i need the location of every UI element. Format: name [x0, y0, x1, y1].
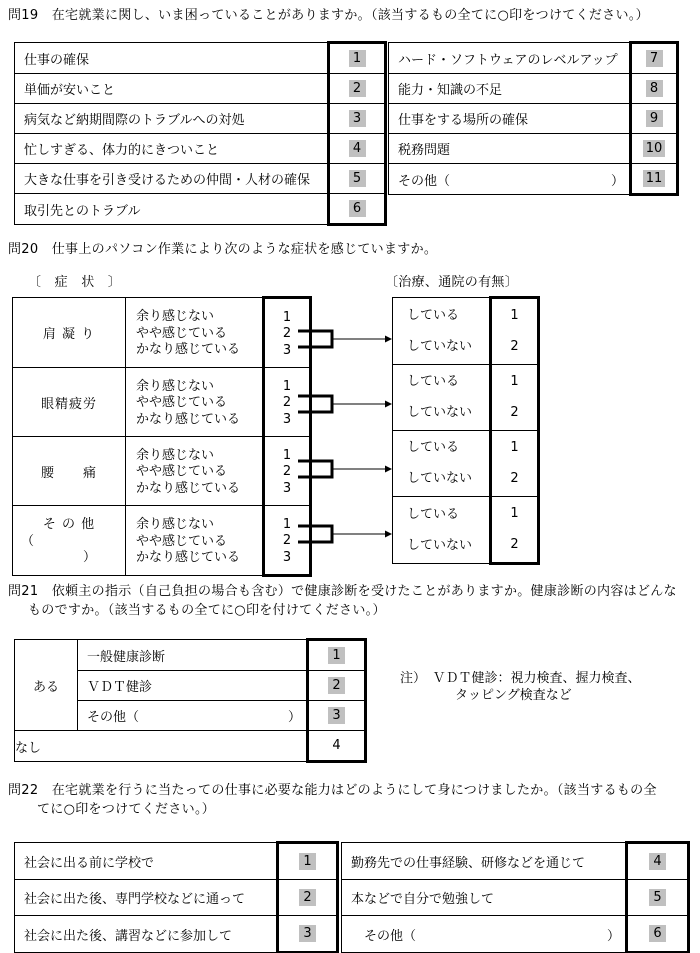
group-label: なし [15, 740, 42, 756]
q21-heading-line2: ものですか。（該当するもの全てに○印を付けてください。） [28, 603, 386, 618]
treatment-option: している [407, 506, 460, 522]
option-number-cell [631, 164, 678, 195]
option-number-cell [308, 701, 366, 731]
option-label-cell [389, 74, 631, 104]
symptom-name: 腰 痛 [40, 465, 97, 481]
option-label: 勤務先での仕事経験、研修などを通じて [351, 855, 586, 871]
frequency-option: 余り感じない [136, 517, 215, 533]
option-number[interactable]: 6 [349, 200, 366, 217]
treatment-row [393, 497, 539, 564]
option-number[interactable]: 4 [649, 853, 666, 870]
treatment-row [393, 298, 539, 365]
option-label-cell [15, 194, 329, 225]
treatment-options-cell [393, 365, 491, 431]
table-row [389, 104, 678, 134]
q22-heading-line1: 問22 在宅就業を行うに当たっての仕事に必要な能力はどのようにして身につけましたか。（該当するもの全 [8, 783, 657, 798]
option-number[interactable]: 2 [510, 405, 519, 420]
treatment-number-cell [491, 431, 539, 497]
table-row [15, 104, 386, 134]
q19-heading: 問19 在宅就業に関し、いま困っていることがありますか。（該当するもの全てに○印をつけてください。） [8, 8, 649, 23]
option-number[interactable]: 1 [282, 447, 292, 463]
option-number[interactable]: 2 [299, 889, 316, 906]
option-number[interactable]: 2 [510, 471, 519, 486]
option-label: 単価が安いこと [24, 83, 116, 98]
q21-note-line2: タッピング検査など [455, 688, 572, 703]
option-label-cell [15, 104, 329, 134]
table-row [15, 74, 386, 104]
table-row [389, 74, 678, 104]
symptom-row [13, 506, 311, 576]
option-number[interactable]: 9 [646, 110, 663, 127]
option-number[interactable]: 2 [282, 464, 292, 480]
symptom-name: 眼精疲労 [40, 396, 97, 412]
table-row [15, 640, 366, 671]
option-label-cell [15, 134, 329, 164]
table-row [15, 194, 386, 225]
option-label: その他（ [364, 928, 417, 944]
option-number-cell [329, 104, 386, 134]
option-label: 忙しすぎる、体力的にきついこと [24, 143, 220, 158]
symptom-name-cell [13, 298, 126, 368]
option-number[interactable]: 1 [282, 378, 292, 394]
option-label: 税務問題 [398, 143, 451, 158]
close-paren: ） [610, 173, 624, 189]
treatment-option: していない [407, 405, 473, 420]
frequency-options-cell [126, 368, 264, 437]
symptom-name-cell [13, 368, 126, 437]
option-number[interactable]: 7 [646, 50, 663, 67]
symptom-row [13, 368, 311, 437]
open-paren: （ [21, 533, 35, 549]
close-paren: ） [606, 928, 620, 944]
option-number[interactable]: 3 [349, 110, 366, 127]
q21-note-line1: 注） ＶＤＴ健診：視力検査、握力検査、 [400, 671, 641, 686]
table-row [15, 731, 366, 762]
treatment-option: している [407, 440, 460, 455]
frequency-option: 余り感じない [136, 309, 215, 325]
option-number[interactable]: 2 [282, 326, 292, 342]
symptom-row [13, 298, 311, 368]
option-number[interactable]: 1 [299, 853, 316, 870]
option-number-cell [278, 880, 338, 916]
table-row [389, 164, 678, 195]
option-number[interactable]: 2 [328, 677, 345, 694]
option-number[interactable]: 3 [282, 549, 292, 565]
option-label-cell [15, 843, 278, 880]
option-number-cell [631, 134, 678, 164]
option-number[interactable]: 2 [282, 395, 292, 411]
option-label-cell [15, 74, 329, 104]
treatment-option: している [407, 307, 460, 323]
table-row [389, 43, 678, 74]
option-number[interactable]: 11 [643, 170, 666, 187]
option-number-cell [631, 74, 678, 104]
option-number-cell [627, 880, 689, 916]
option-number-cell [329, 43, 386, 74]
frequency-option: かなり感じている [136, 411, 241, 427]
option-number[interactable]: 3 [282, 411, 292, 427]
option-number[interactable]: 1 [510, 506, 519, 521]
option-number[interactable]: 1 [328, 647, 345, 664]
option-label: ＶＤＴ健診 [87, 680, 153, 695]
option-label-cell [342, 843, 627, 880]
frequency-options-cell [126, 437, 264, 506]
table-row [15, 134, 386, 164]
frequency-option: かなり感じている [136, 342, 241, 358]
option-label-cell [15, 880, 278, 916]
option-number-cell [627, 843, 689, 880]
frequency-option: かなり感じている [136, 550, 241, 566]
treatment-options-cell [393, 497, 491, 564]
option-label-cell [15, 43, 329, 74]
treatment-option: している [407, 374, 460, 389]
option-label-cell [389, 104, 631, 134]
other-write-in-cell[interactable] [342, 916, 627, 953]
option-label: 社会に出た後、講習などに参加して [24, 928, 233, 944]
option-label: ハード・ソフトウェアのレベルアップ [398, 52, 618, 68]
q20-treatment-table [392, 296, 540, 565]
answer-flow-connector [298, 296, 392, 361]
q20-symptom-table [12, 296, 312, 577]
option-number-cell [631, 104, 678, 134]
symptom-name: 肩 凝 り [42, 327, 96, 342]
symptom-name: そ の 他 [42, 517, 96, 533]
treatment-options-cell [393, 431, 491, 497]
treatment-row [393, 365, 539, 431]
option-number-cell [278, 843, 338, 880]
table-row [342, 880, 689, 916]
option-number[interactable]: 1 [282, 309, 292, 325]
treatment-option: していない [407, 338, 473, 354]
option-label: 一般健康診断 [87, 649, 166, 665]
other-write-in-cell[interactable] [78, 701, 308, 731]
option-number[interactable]: 5 [649, 889, 666, 906]
answer-flow-connector [298, 491, 392, 556]
close-paren: ） [287, 710, 301, 725]
frequency-option: やや感じている [136, 533, 228, 549]
option-number[interactable]: 2 [510, 339, 519, 354]
option-number[interactable]: 1 [282, 516, 292, 532]
table-row [15, 916, 338, 953]
q20-symptom-header: 〔 症 状 〕 [28, 275, 122, 290]
frequency-option: やや感じている [136, 325, 228, 341]
table-row [389, 134, 678, 164]
option-number-cell [308, 671, 366, 701]
other-write-in-cell[interactable] [389, 164, 631, 195]
option-label: 病気など納期間際のトラブルへの対処 [24, 113, 245, 128]
option-label: 仕事の確保 [24, 52, 90, 68]
q19-left-table [14, 41, 387, 226]
option-number[interactable]: 5 [349, 170, 366, 187]
option-number[interactable]: 4 [349, 140, 366, 157]
option-label-cell [389, 43, 631, 74]
frequency-option: やや感じている [136, 395, 228, 411]
close-paren: ） [83, 550, 97, 566]
group-no-cell [15, 731, 308, 762]
option-number-cell [329, 164, 386, 194]
option-label: 能力・知識の不足 [398, 83, 503, 98]
option-number-cell [278, 916, 338, 953]
option-number[interactable]: 3 [282, 342, 292, 358]
option-label-cell [342, 880, 627, 916]
option-number[interactable]: 6 [649, 925, 666, 942]
option-number[interactable]: 3 [328, 707, 345, 724]
option-number[interactable]: 1 [510, 308, 519, 323]
option-label-cell [15, 164, 329, 194]
option-number-cell [329, 134, 386, 164]
table-row [15, 880, 338, 916]
table-row [15, 164, 386, 194]
treatment-number-cell [491, 497, 539, 564]
answer-flow-connector [298, 361, 392, 426]
table-row [15, 843, 338, 880]
q19-right-table [388, 41, 679, 196]
option-number[interactable]: 10 [643, 140, 666, 157]
option-number[interactable]: 2 [349, 80, 366, 97]
treatment-option: していない [407, 471, 473, 486]
option-number[interactable]: 4 [332, 738, 341, 753]
symptom-name-cell [13, 437, 126, 506]
option-number-cell [631, 43, 678, 74]
q20-heading: 問20 仕事上のパソコン作業により次のような症状を感じていますか。 [8, 242, 438, 257]
treatment-number-cell [491, 365, 539, 431]
option-label: その他（ [87, 710, 140, 725]
q22-right-table [341, 841, 690, 953]
option-label-cell [389, 134, 631, 164]
group-label: ある [32, 679, 59, 695]
table-row [342, 916, 689, 953]
treatment-number-cell [491, 298, 539, 365]
option-label: 社会に出る前に学校で [24, 855, 155, 871]
option-label-cell [15, 916, 278, 953]
option-number[interactable]: 1 [349, 50, 366, 67]
option-number-cell [329, 74, 386, 104]
option-number-cell [308, 640, 366, 671]
q21-heading-line1: 問21 依頼主の指示（自己負担の場合も含む）で健康診断を受けたことがありますか。健康診断の内容はどんな [8, 584, 677, 599]
frequency-option: 余り感じない [136, 378, 215, 394]
option-label: 本などで自分で勉強して [351, 892, 495, 907]
option-label: その他（ [398, 173, 451, 189]
option-number[interactable]: 3 [299, 925, 316, 942]
option-label: 仕事をする場所の確保 [398, 113, 529, 128]
option-number-cell [329, 194, 386, 225]
q21-table [14, 638, 367, 763]
frequency-options-cell [126, 298, 264, 368]
group-yes-cell [15, 640, 78, 731]
symptom-row [13, 437, 311, 506]
option-number-cell [627, 916, 689, 953]
option-number[interactable]: 2 [510, 537, 519, 552]
option-number[interactable]: 3 [282, 480, 292, 496]
frequency-option: 余り感じない [136, 447, 215, 463]
symptom-name-cell[interactable] [13, 506, 126, 576]
option-label: 取引先とのトラブル [24, 203, 141, 219]
q22-left-table [14, 841, 339, 953]
frequency-options-cell [126, 506, 264, 576]
option-number[interactable]: 2 [282, 533, 292, 549]
option-label: 社会に出た後、専門学校などに通って [24, 892, 246, 907]
q22-heading-line2: てに○印をつけてください。） [37, 802, 216, 817]
option-label: 大きな仕事を引き受けるための仲間・人材の確保 [24, 173, 311, 188]
frequency-option: やや感じている [136, 464, 228, 480]
treatment-row [393, 431, 539, 497]
option-number[interactable]: 1 [510, 374, 519, 389]
option-label-cell [78, 671, 308, 701]
option-label-cell [78, 640, 308, 671]
treatment-option: していない [407, 537, 473, 553]
frequency-option: かなり感じている [136, 480, 241, 496]
q20-treatment-header: 〔治療、通院の有無〕 [385, 275, 519, 290]
option-number-cell [308, 731, 366, 762]
table-row [342, 843, 689, 880]
table-row [15, 43, 386, 74]
answer-flow-connector [298, 426, 392, 491]
option-number[interactable]: 8 [646, 80, 663, 97]
treatment-options-cell [393, 298, 491, 365]
option-number[interactable]: 1 [510, 440, 519, 455]
